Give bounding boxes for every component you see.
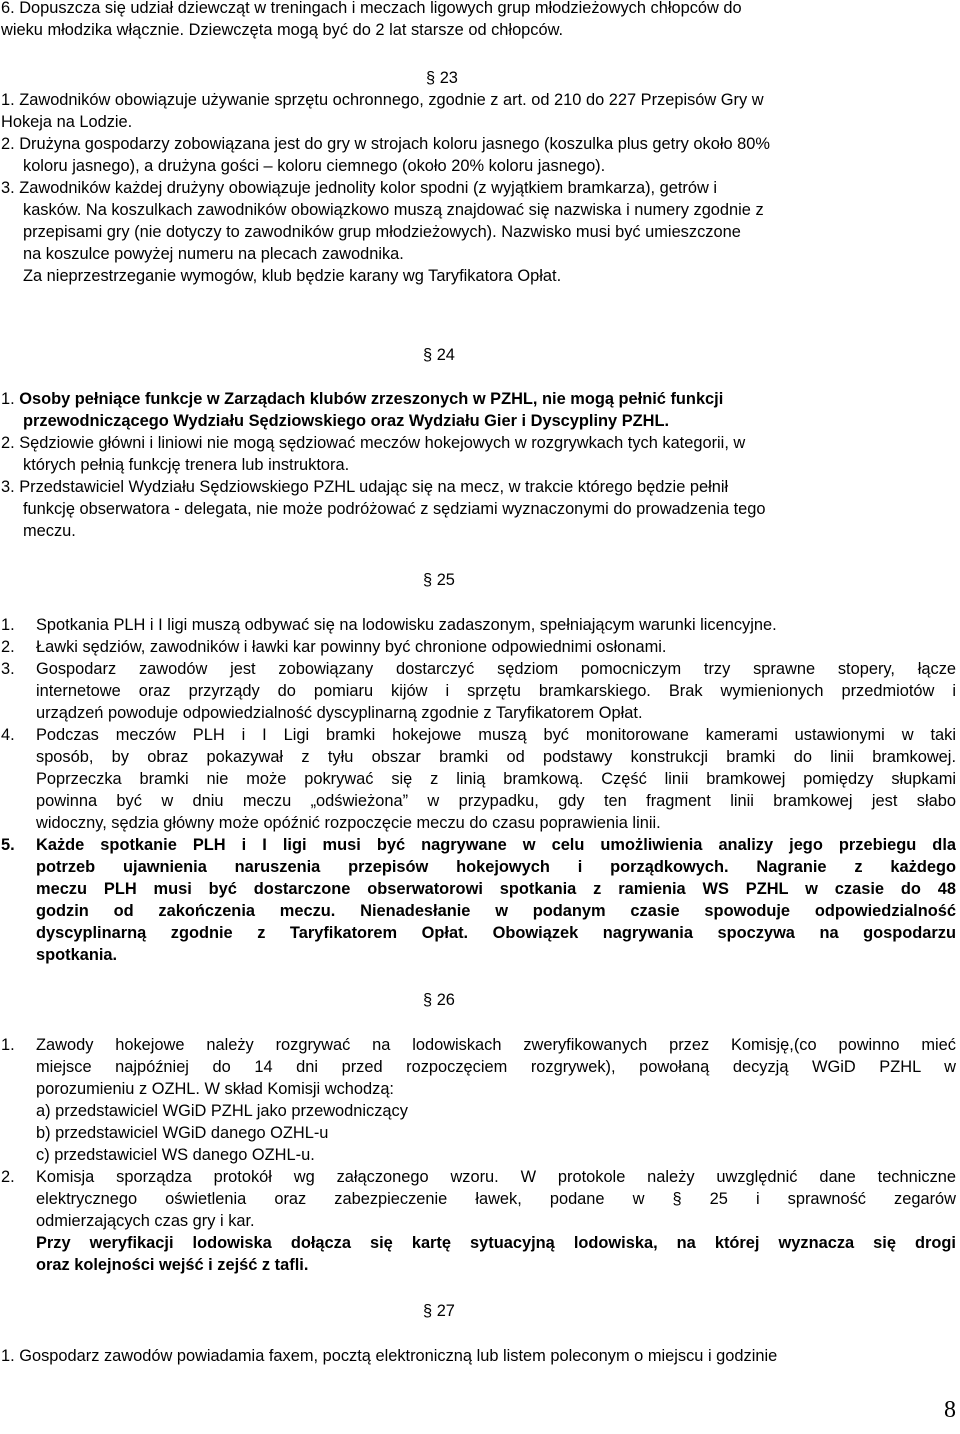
paragraph-line xyxy=(1,388,960,410)
paragraph-line: Poprzeczka bramki nie może pokrywać się z linią bramkową. Część linii bramkowej pomiędzy słupkami xyxy=(36,770,956,788)
paragraph-line: koloru jasnego), a drużyna gości – koloru ciemnego (około 20% koloru jasnego). xyxy=(23,157,606,175)
paragraph-line: powinna być w dniu meczu „odświeżona” w przypadku, gdy ten fragment linii bramkowej jest słabo xyxy=(36,792,956,810)
paragraph-line: Hokeja na Lodzie. xyxy=(1,113,133,131)
paragraph-line: Gospodarz zawodów jest zobowiązany dostarczyć sędziom pomocniczym trzy sprawne stopery, łącze xyxy=(36,660,956,678)
list-number: 2. xyxy=(1,638,15,656)
paragraph-line: sposób, by obraz pokazywał z tyłu obszar bramki od podstawy konstrukcji bramki do linii bramkowej. xyxy=(36,748,956,766)
section-heading xyxy=(423,1300,455,1322)
section-symbol: § xyxy=(423,991,433,1009)
paragraph-line: dyscyplinarną zgodnie z Taryfikatorem Opłat. Obowiązek nagrywania spoczywa na gospodarzu xyxy=(36,924,956,942)
paragraph-line: Podczas meczów PLH i I Ligi bramki hokejowe muszą być monitorowane kamerami ustawionymi w taki xyxy=(36,726,956,744)
paragraph-line: 3. Zawodników każdej drużyny obowiązuje jednolity kolor spodni (z wyjątkiem bramkarza), getrów i xyxy=(1,179,718,197)
paragraph-line: meczu. xyxy=(23,522,76,540)
list-item: c) przedstawiciel WS danego OZHL-u. xyxy=(36,1146,315,1164)
paragraph-line: internetowe oraz przyrządy do pomiaru kijów i sprzętu bramkarskiego. Brak wymienionych przedmiotów i xyxy=(36,682,956,700)
paragraph-line: przepisami gry (nie dotyczy to zawodników grup młodzieżowych). Nazwisko musi być umieszczone xyxy=(23,223,741,241)
paragraph-line: urządzeń powoduje odpowiedzialność dyscyplinarną zgodnie z Taryfikatorem Opłat. xyxy=(36,704,643,722)
paragraph-line: godzin od zakończenia meczu. Nienadesłanie w podanym czasie spowoduje odpowiedzialność xyxy=(36,902,956,920)
paragraph-line: wieku młodzika włącznie. Dziewczęta mogą być do 2 lat starsze od chłopców. xyxy=(1,21,564,39)
section-symbol: § xyxy=(423,571,433,589)
section-symbol: § xyxy=(426,69,436,87)
bold-text: Osoby pełniące funkcje w Zarządach klubów zrzeszonych w PZHL, nie mogą pełnić funkcji xyxy=(19,390,724,408)
list-number: 5. xyxy=(1,836,15,854)
paragraph-line: na koszulce powyżej numeru na plecach zawodnika. xyxy=(23,245,404,263)
section-number: 27 xyxy=(436,1302,455,1320)
list-number: 1. xyxy=(1,1036,15,1054)
paragraph-line: Ławki sędziów, zawodników i ławki kar powinny być chronione odpowiednimi osłonami. xyxy=(36,638,667,656)
list-item: a) przedstawiciel WGiD PZHL jako przewodniczący xyxy=(36,1102,408,1120)
paragraph-line: meczu PLH musi być dostarczone obserwatorowi spotkania z ramienia WS PZHL w czasie do 48 xyxy=(36,880,956,898)
paragraph-line: 1. Zawodników obowiązuje używanie sprzętu ochronnego, zgodnie z art. od 210 do 227 Przepisów Gry w xyxy=(1,91,764,109)
paragraph-line: potrzeb ujawnienia naruszenia przepisów hokejowych i porządkowych. Nagranie z każdego xyxy=(36,858,956,876)
paragraph-line: miejsce najpóźniej do 14 dni przed rozpoczęciem rozgrywek), powołaną decyzją WGiD PZHL w xyxy=(36,1058,956,1076)
paragraph-line: 2. Sędziowie główni i liniowi nie mogą sędziować meczów hokejowych w rozgrywkach tych kategorii, w xyxy=(1,434,746,452)
section-symbol: § xyxy=(423,1302,433,1320)
section-heading xyxy=(423,344,455,366)
paragraph-line: oraz kolejności wejść i zejść z tafli. xyxy=(36,1256,309,1274)
paragraph-line: elektrycznego oświetlenia oraz zabezpieczenie ławek, podane w § 25 i sprawność zegarów xyxy=(36,1190,956,1208)
paragraph-line: 3. Przedstawiciel Wydziału Sędziowskiego PZHL udając się na mecz, w trakcie którego będzie pełnił xyxy=(1,478,729,496)
section-heading xyxy=(423,569,455,591)
paragraph-line: przewodniczącego Wydziału Sędziowskiego oraz Wydziału Gier i Dyscypliny PZHL. xyxy=(23,412,670,430)
list-number: 1. xyxy=(1,616,15,634)
paragraph-line: 1. Gospodarz zawodów powiadamia faxem, pocztą elektroniczną lub listem poleconym o miejscu i godzinie xyxy=(1,1347,778,1365)
paragraph-line: 2. Drużyna gospodarzy zobowiązana jest do gry w strojach koloru jasnego (koszulka plus getry około 80% xyxy=(1,135,770,153)
list-marker: 1. xyxy=(1,390,20,408)
section-number: 25 xyxy=(436,571,455,589)
paragraph-line: Przy weryfikacji lodowiska dołącza się kartę sytuacyjną lodowiska, na której wyznacza się drogi xyxy=(36,1234,956,1252)
section-number: 26 xyxy=(436,991,455,1009)
list-number: 3. xyxy=(1,660,15,678)
paragraph-line: Zawody hokejowe należy rozgrywać na lodowiskach zweryfikowanych przez Komisję,(co powinno mieć xyxy=(36,1036,956,1054)
section-number: 23 xyxy=(439,69,458,87)
paragraph-line: 6. Dopuszcza się udział dziewcząt w treningach i meczach ligowych grup młodzieżowych chłopców do xyxy=(1,0,742,17)
paragraph-line: spotkania. xyxy=(36,946,118,964)
paragraph-line: których pełnią funkcję trenera lub instruktora. xyxy=(23,456,350,474)
paragraph-line: Każde spotkanie PLH i I ligi musi być nagrywane w celu umożliwienia analizy jego przebiegu dla xyxy=(36,836,956,854)
paragraph-line: kasków. Na koszulkach zawodników obowiązkowo muszą znajdować się nazwiska i numery zgodnie z xyxy=(23,201,764,219)
paragraph-line: Za nieprzestrzeganie wymogów, klub będzie karany wg Taryfikatora Opłat. xyxy=(23,267,562,285)
paragraph-line: Komisja sporządza protokół wg załączonego wzoru. W protokole należy uwzględnić dane techniczne xyxy=(36,1168,956,1186)
list-number: 2. xyxy=(1,1168,15,1186)
section-symbol: § xyxy=(423,346,433,364)
page-number: 8 xyxy=(944,1397,956,1423)
list-item: b) przedstawiciel WGiD danego OZHL-u xyxy=(36,1124,329,1142)
paragraph-line: porozumieniu z OZHL. W skład Komisji wchodzą: xyxy=(36,1080,394,1098)
paragraph-line: widoczny, sędzia główny może opóźnić rozpoczęcie meczu do czasu poprawienia linii. xyxy=(36,814,661,832)
paragraph-line: Spotkania PLH i I ligi muszą odbywać się na lodowisku zadaszonym, spełniającym warunki licencyjne. xyxy=(36,616,777,634)
section-heading xyxy=(423,989,455,1011)
paragraph-line: funkcję obserwatora - delegata, nie może podróżować z sędziami wyznaczonymi do prowadzenia tego xyxy=(23,500,766,518)
list-number: 4. xyxy=(1,726,15,744)
paragraph-line: odmierzających czas gry i kar. xyxy=(36,1212,255,1230)
section-number: 24 xyxy=(436,346,455,364)
section-heading xyxy=(426,67,458,89)
